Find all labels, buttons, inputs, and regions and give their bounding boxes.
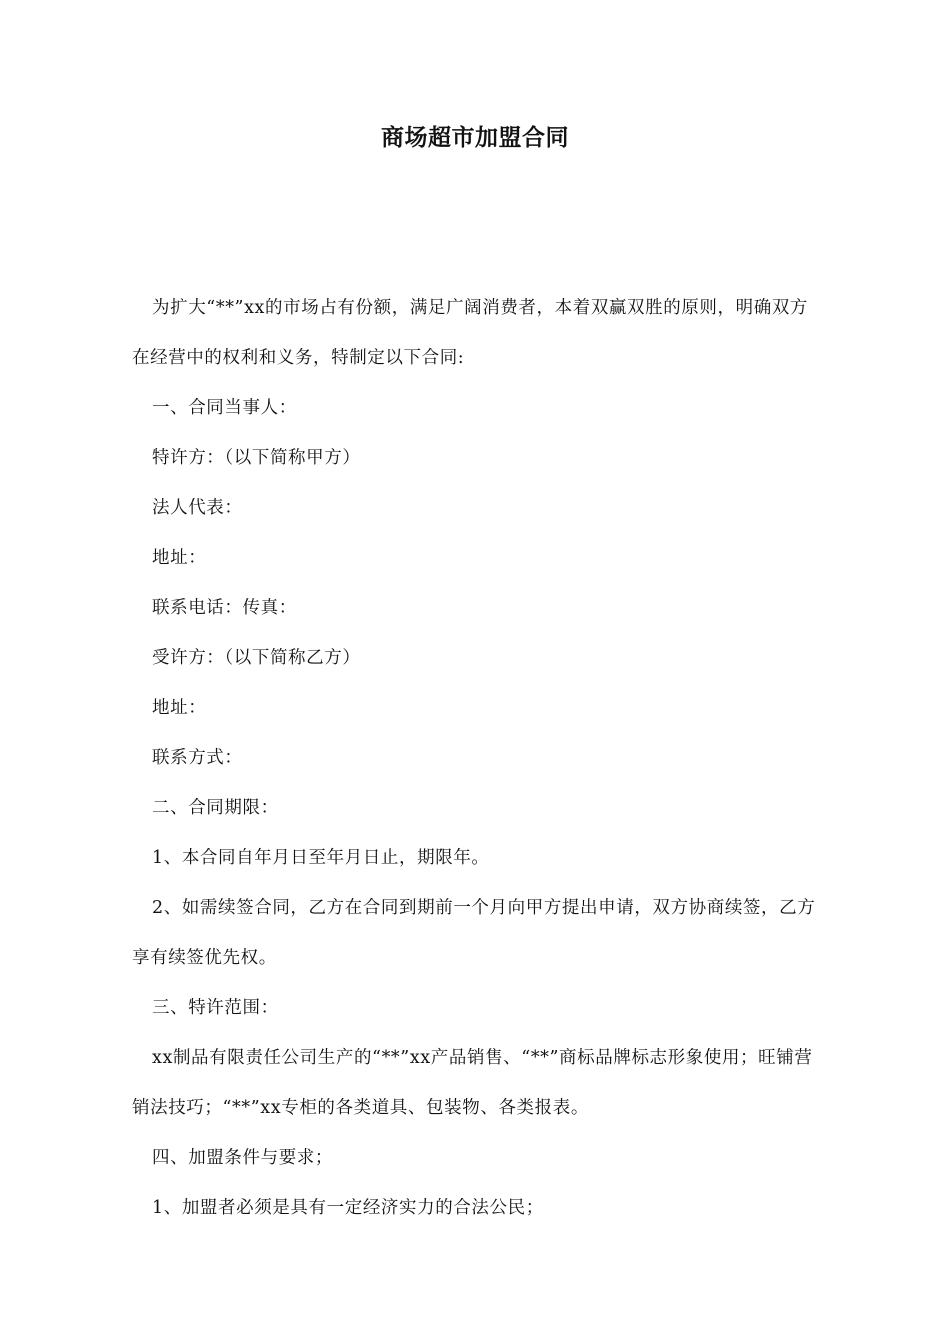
paragraph-intro: 为扩大“**”xx的市场占有份额，满足广阔消费者，本着双赢双胜的原则，明确双方在经营中的权利和义务，特制定以下合同: xyxy=(132,298,809,368)
clause-conditions-1: 1、加盟者必须是具有一定经济实力的合法公民； xyxy=(152,1198,544,1218)
clause-term-1: 1、本合同自年月日至年月日止，期限年。 xyxy=(152,848,490,868)
section-heading-scope: 三、特许范围： xyxy=(152,998,279,1018)
field-licensee: 受许方：（以下简称乙方） xyxy=(152,648,361,668)
section-heading-term: 二、合同期限： xyxy=(152,798,279,818)
clause-scope: xx制品有限责任公司生产的“**”xx产品销售、“**”商标品牌标志形象使用；旺铺营销法技巧；“**”xx专柜的各类道具、包装物、各类报表。 xyxy=(132,1048,813,1118)
field-licensor: 特许方：（以下简称甲方） xyxy=(152,448,361,468)
section-heading-conditions: 四、加盟条件与要求； xyxy=(152,1148,333,1168)
field-phone-fax: 联系电话：传真： xyxy=(152,598,297,618)
field-contact: 联系方式： xyxy=(152,748,243,768)
field-licensee-address: 地址： xyxy=(152,698,207,718)
clause-term-2: 2、如需续签合同，乙方在合同到期前一个月向甲方提出申请，双方协商续签，乙方享有续签优先权。 xyxy=(132,898,816,968)
field-legal-representative: 法人代表： xyxy=(152,498,243,518)
document-title: 商场超市加盟合同 xyxy=(381,125,569,151)
field-licensor-address: 地址： xyxy=(152,548,207,568)
document-body xyxy=(132,283,822,1233)
section-heading-parties: 一、合同当事人： xyxy=(152,398,297,418)
